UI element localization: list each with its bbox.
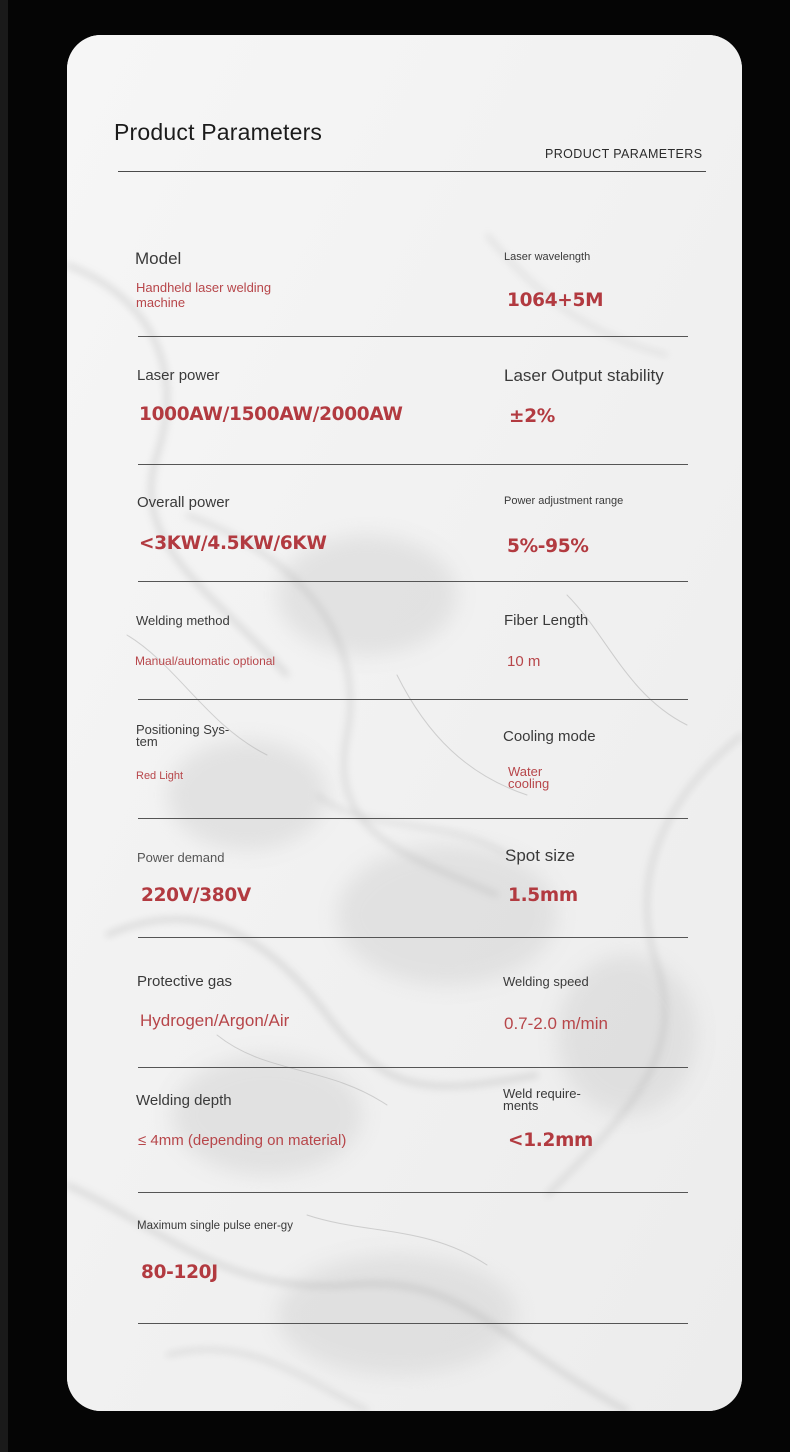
row-divider <box>138 1192 688 1193</box>
welding-speed-value: 0.7-2.0 m/min <box>504 1014 608 1033</box>
title-divider <box>118 171 706 172</box>
laser-output-stability-label: Laser Output stability <box>504 366 664 385</box>
row-divider <box>138 699 688 700</box>
cooling-mode-value: Water cooling <box>508 764 550 792</box>
welding-depth-label: Welding depth <box>136 1092 232 1109</box>
welding-method-value: Manual/automatic optional <box>135 654 276 668</box>
welding-speed-label: Welding speed <box>503 974 589 989</box>
laser-output-stability-value: ±2% <box>509 406 556 427</box>
welding-depth-value: ≤ 4mm (depending on material) <box>138 1132 347 1149</box>
power-adjustment-range-value: 5%-95% <box>507 536 589 557</box>
spot-size-label: Spot size <box>505 846 575 865</box>
protective-gas-label: Protective gas <box>137 973 233 990</box>
laser-power-value: 1000AW/1500AW/2000AW <box>139 404 403 425</box>
parameters-card <box>67 35 742 1411</box>
overall-power-value: <3KW/4.5KW/6KW <box>139 533 327 554</box>
model-label: Model <box>135 249 182 268</box>
row-divider <box>138 1067 688 1068</box>
protective-gas-value: Hydrogen/Argon/Air <box>140 1011 290 1030</box>
power-adjustment-range-label: Power adjustment range <box>504 495 624 507</box>
positioning-system-value: Red Light <box>136 770 184 782</box>
weld-requirements-value: <1.2mm <box>508 1130 594 1151</box>
spot-size-value: 1.5mm <box>508 885 578 906</box>
weld-requirements-label: Weld require-ments <box>503 1086 581 1114</box>
max-single-pulse-energy-value: 80-120J <box>141 1262 218 1283</box>
row-divider <box>138 581 688 582</box>
laser-wavelength-label: Laser wavelength <box>504 251 591 263</box>
welding-method-label: Welding method <box>136 613 230 628</box>
fiber-length-label: Fiber Length <box>504 612 589 629</box>
row-divider <box>138 336 688 337</box>
laser-wavelength-value: 1064+5M <box>507 290 604 311</box>
row-divider <box>138 1323 688 1324</box>
page-title: Product Parameters <box>114 119 323 145</box>
row-divider <box>138 464 688 465</box>
laser-power-label: Laser power <box>137 367 220 384</box>
power-demand-value: 220V/380V <box>141 885 251 906</box>
power-demand-label: Power demand <box>137 850 225 865</box>
row-divider <box>138 818 688 819</box>
max-single-pulse-energy-label: Maximum single pulse ener-gy <box>137 1220 293 1232</box>
cooling-mode-label: Cooling mode <box>503 728 596 745</box>
model-value: Handheld laser welding machine <box>136 280 272 310</box>
overall-power-label: Overall power <box>137 494 230 511</box>
positioning-system-label: Positioning Sys-tem <box>136 722 230 750</box>
row-divider <box>138 937 688 938</box>
page-subtitle: PRODUCT PARAMETERS <box>545 147 703 161</box>
left-edge-strip <box>0 0 8 1452</box>
fiber-length-value: 10 m <box>507 653 541 670</box>
